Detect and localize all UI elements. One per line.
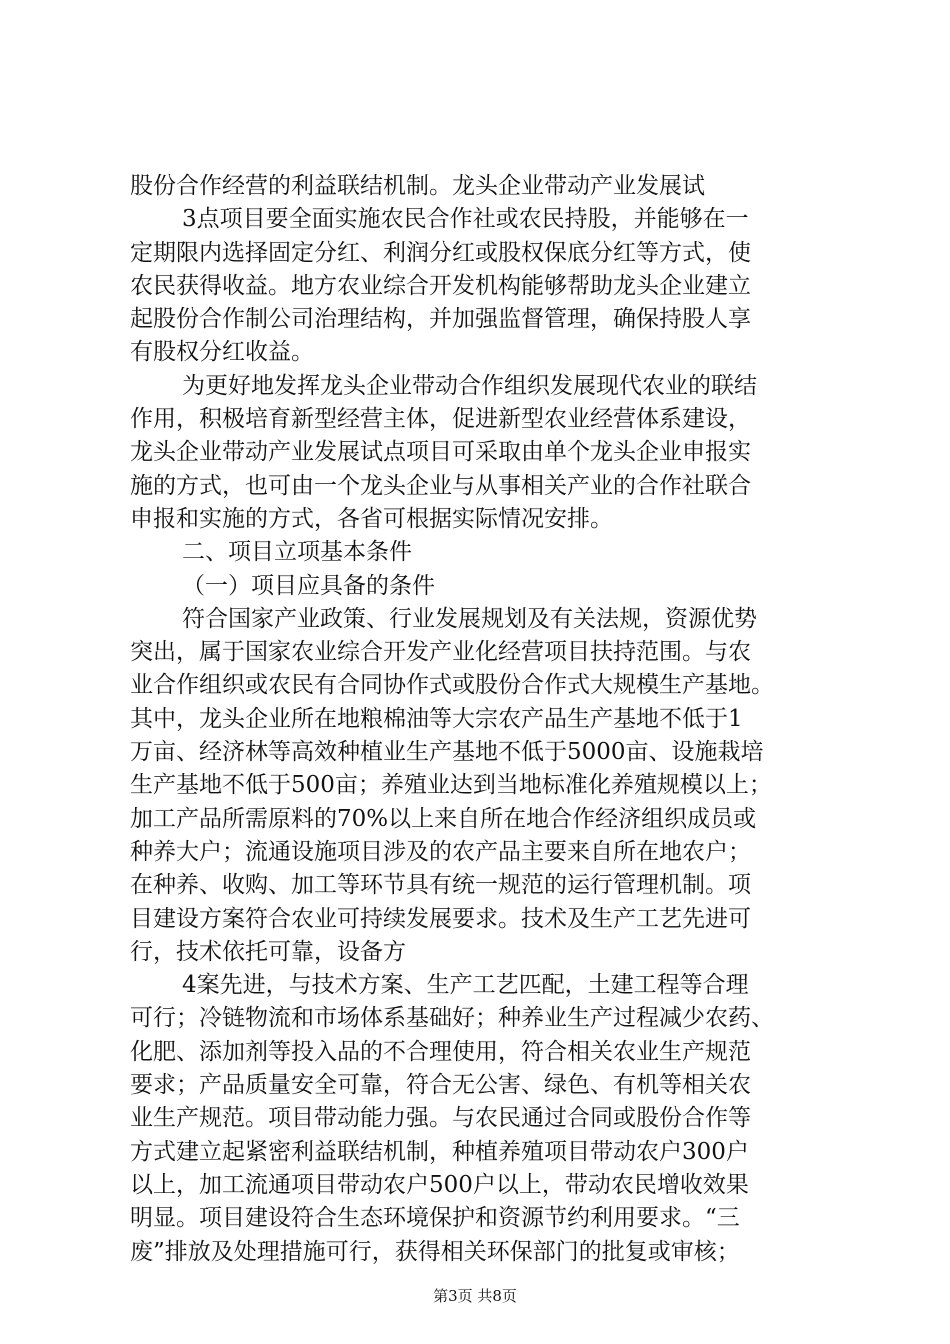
text-line: 废”排放及处理措施可行，获得相关环保部门的批复或审核； (130, 1238, 740, 1265)
text-line: 种养大户；流通设施项目涉及的农产品主要来自所在地农户； (130, 838, 751, 865)
text-line: 3点项目要全面实施农民合作社或农民持股，并能够在一 (182, 206, 749, 233)
text-line: 明显。项目建设符合生态环境保护和资源节约利用要求。“三 (130, 1205, 740, 1232)
text-line: 万亩、经济林等高效种植业生产基地不低于5000亩、设施栽培 (130, 739, 764, 766)
text-line: 定期限内选择固定分红、利润分红或股权保底分红等方式，使 (130, 239, 751, 266)
text-line: 化肥、添加剂等投入品的不合理使用，符合相关农业生产规范 (130, 1038, 751, 1065)
text-line: 加工产品所需原料的70%以上来自所在地合作经济组织成员或 (130, 805, 757, 832)
text-line: 符合国家产业政策、行业发展规划及有关法规，资源优势 (182, 605, 757, 632)
text-line: 要求；产品质量安全可靠，符合无公害、绿色、有机等相关农 (130, 1072, 751, 1099)
text-line: 起股份合作制公司治理结构，并加强监督管理，确保持股人享 (130, 306, 751, 333)
text-line: 业生产规范。项目带动能力强。与农民通过合同或股份合作等 (130, 1105, 751, 1132)
page-footer: 第3页 共8页 (433, 1287, 517, 1305)
text-line: 为更好地发挥龙头企业带动合作组织发展现代农业的联结 (182, 372, 757, 399)
text-line: 行，技术依托可靠，设备方 (130, 938, 406, 965)
text-line: 在种养、收购、加工等环节具有统一规范的运行管理机制。项 (130, 872, 751, 899)
text-line: 施的方式，也可由一个龙头企业与从事相关产业的合作社联合 (130, 472, 751, 499)
document-body (130, 170, 830, 1269)
text-line: 农民获得收益。地方农业综合开发机构能够帮助龙头企业建立 (130, 272, 751, 299)
text-line: 可行；冷链物流和市场体系基础好；种养业生产过程减少农药、 (130, 1005, 774, 1032)
text-line: 二、项目立项基本条件 (182, 539, 412, 566)
text-line: 业合作组织或农民有合同协作式或股份合作式大规模生产基地。 (130, 672, 774, 699)
text-line: 作用，积极培育新型经营主体，促进新型农业经营体系建设， (130, 406, 751, 433)
text-line: 4案先进，与技术方案、生产工艺匹配，土建工程等合理 (182, 972, 749, 999)
text-line: 龙头企业带动产业发展试点项目可采取由单个龙头企业申报实 (130, 439, 751, 466)
text-line: 其中，龙头企业所在地粮棉油等大宗农产品生产基地不低于1 (130, 705, 743, 732)
text-line: 有股权分红收益。 (130, 339, 314, 366)
text-line: 股份合作经营的利益联结机制。龙头企业带动产业发展试 (130, 173, 705, 199)
text-line: 目建设方案符合农业可持续发展要求。技术及生产工艺先进可 (130, 905, 751, 932)
text-line: 申报和实施的方式，各省可根据实际情况安排。 (130, 505, 613, 532)
text-line: 生产基地不低于500亩；养殖业达到当地标准化养殖规模以上； (130, 772, 772, 799)
text-line: 方式建立起紧密利益联结机制，种植养殖项目带动农户300户 (130, 1138, 749, 1165)
text-line: 突出，属于国家农业综合开发产业化经营项目扶持范围。与农 (130, 639, 751, 666)
text-line: （一）项目应具备的条件 (182, 572, 435, 599)
text-line: 以上，加工流通项目带动农户500户以上，带动农民增收效果 (130, 1171, 749, 1198)
